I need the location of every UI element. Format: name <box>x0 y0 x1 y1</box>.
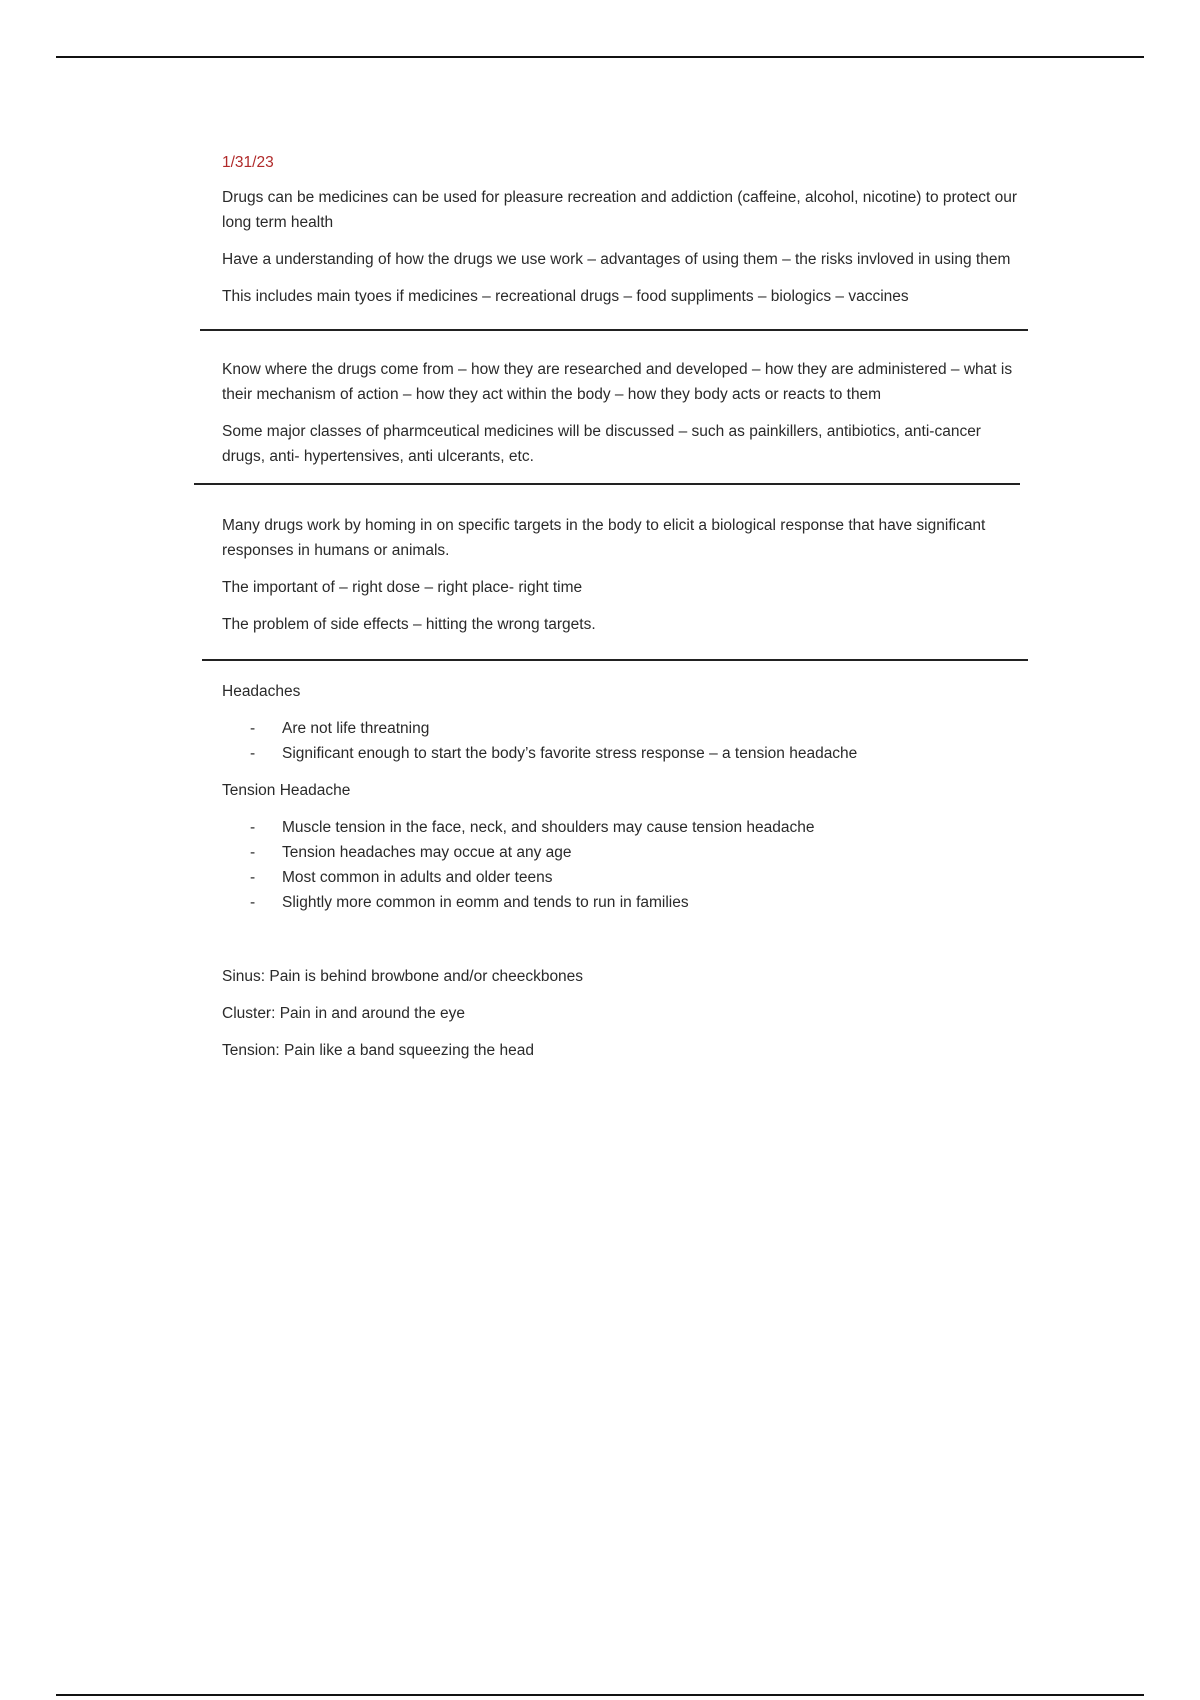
dash-bullet: - <box>250 819 256 836</box>
paragraph: Know where the drugs come from – how they are researched and developed – how they are administered – what is their mechanism of action – how they act within the body – how they body acts or reacts to them <box>222 361 1013 403</box>
list-item <box>222 741 1022 766</box>
paragraph: Many drugs work by homing in on specific targets in the body to elicit a biological response that have significant responses in humans or animals. <box>222 517 986 559</box>
list-item-text: Muscle tension in the face, neck, and shoulders may cause tension headache <box>282 819 815 836</box>
dash-bullet: - <box>250 720 256 737</box>
paragraph: Some major classes of pharmceutical medicines will be discussed – such as painkillers, antibiotics, anti-cancer drugs, anti- hypertensives, anti ulcerants, etc. <box>222 423 981 465</box>
list-item-text: Slightly more common in eomm and tends to run in families <box>282 894 689 911</box>
headache-type-tension: Tension: Pain like a band squeezing the head <box>222 1042 534 1059</box>
tension-headache-list <box>222 815 1022 915</box>
headaches-list <box>222 716 1022 766</box>
notes-body <box>222 150 1022 1075</box>
list-item-text: Are not life threatning <box>282 720 430 737</box>
list-item-text: Tension headaches may occue at any age <box>282 844 572 861</box>
list-item <box>222 865 1022 890</box>
page-bottom-rule <box>56 1694 1144 1696</box>
page-top-rule <box>56 56 1144 58</box>
section-divider <box>194 483 1020 485</box>
list-item-text: Most common in adults and older teens <box>282 869 553 886</box>
list-item-text: Significant enough to start the body’s favorite stress response – a tension headache <box>282 745 858 762</box>
list-item <box>222 815 1022 840</box>
paragraph: Drugs can be medicines can be used for pleasure recreation and addiction (caffeine, alcohol, nicotine) to protect our long term health <box>222 189 1017 231</box>
list-item <box>222 890 1022 915</box>
dash-bullet: - <box>250 844 256 861</box>
headache-type-sinus: Sinus: Pain is behind browbone and/or cheeckbones <box>222 968 584 985</box>
headache-type-cluster: Cluster: Pain in and around the eye <box>222 1005 465 1022</box>
dash-bullet: - <box>250 745 256 762</box>
paragraph: This includes main tyoes if medicines – recreational drugs – food suppliments – biologics – vaccines <box>222 288 909 305</box>
headaches-heading: Headaches <box>222 683 301 700</box>
paragraph: The important of – right dose – right place- right time <box>222 579 583 596</box>
list-item <box>222 716 1022 741</box>
paragraph: The problem of side effects – hitting the wrong targets. <box>222 616 596 633</box>
paragraph: Have a understanding of how the drugs we use work – advantages of using them – the risks invloved in using them <box>222 251 1011 268</box>
section-divider <box>200 329 1028 331</box>
dash-bullet: - <box>250 894 256 911</box>
note-date: 1/31/23 <box>222 154 274 171</box>
list-item <box>222 840 1022 865</box>
blank-space <box>222 927 1022 964</box>
dash-bullet: - <box>250 869 256 886</box>
section-divider <box>202 659 1028 661</box>
tension-headache-heading: Tension Headache <box>222 782 351 799</box>
